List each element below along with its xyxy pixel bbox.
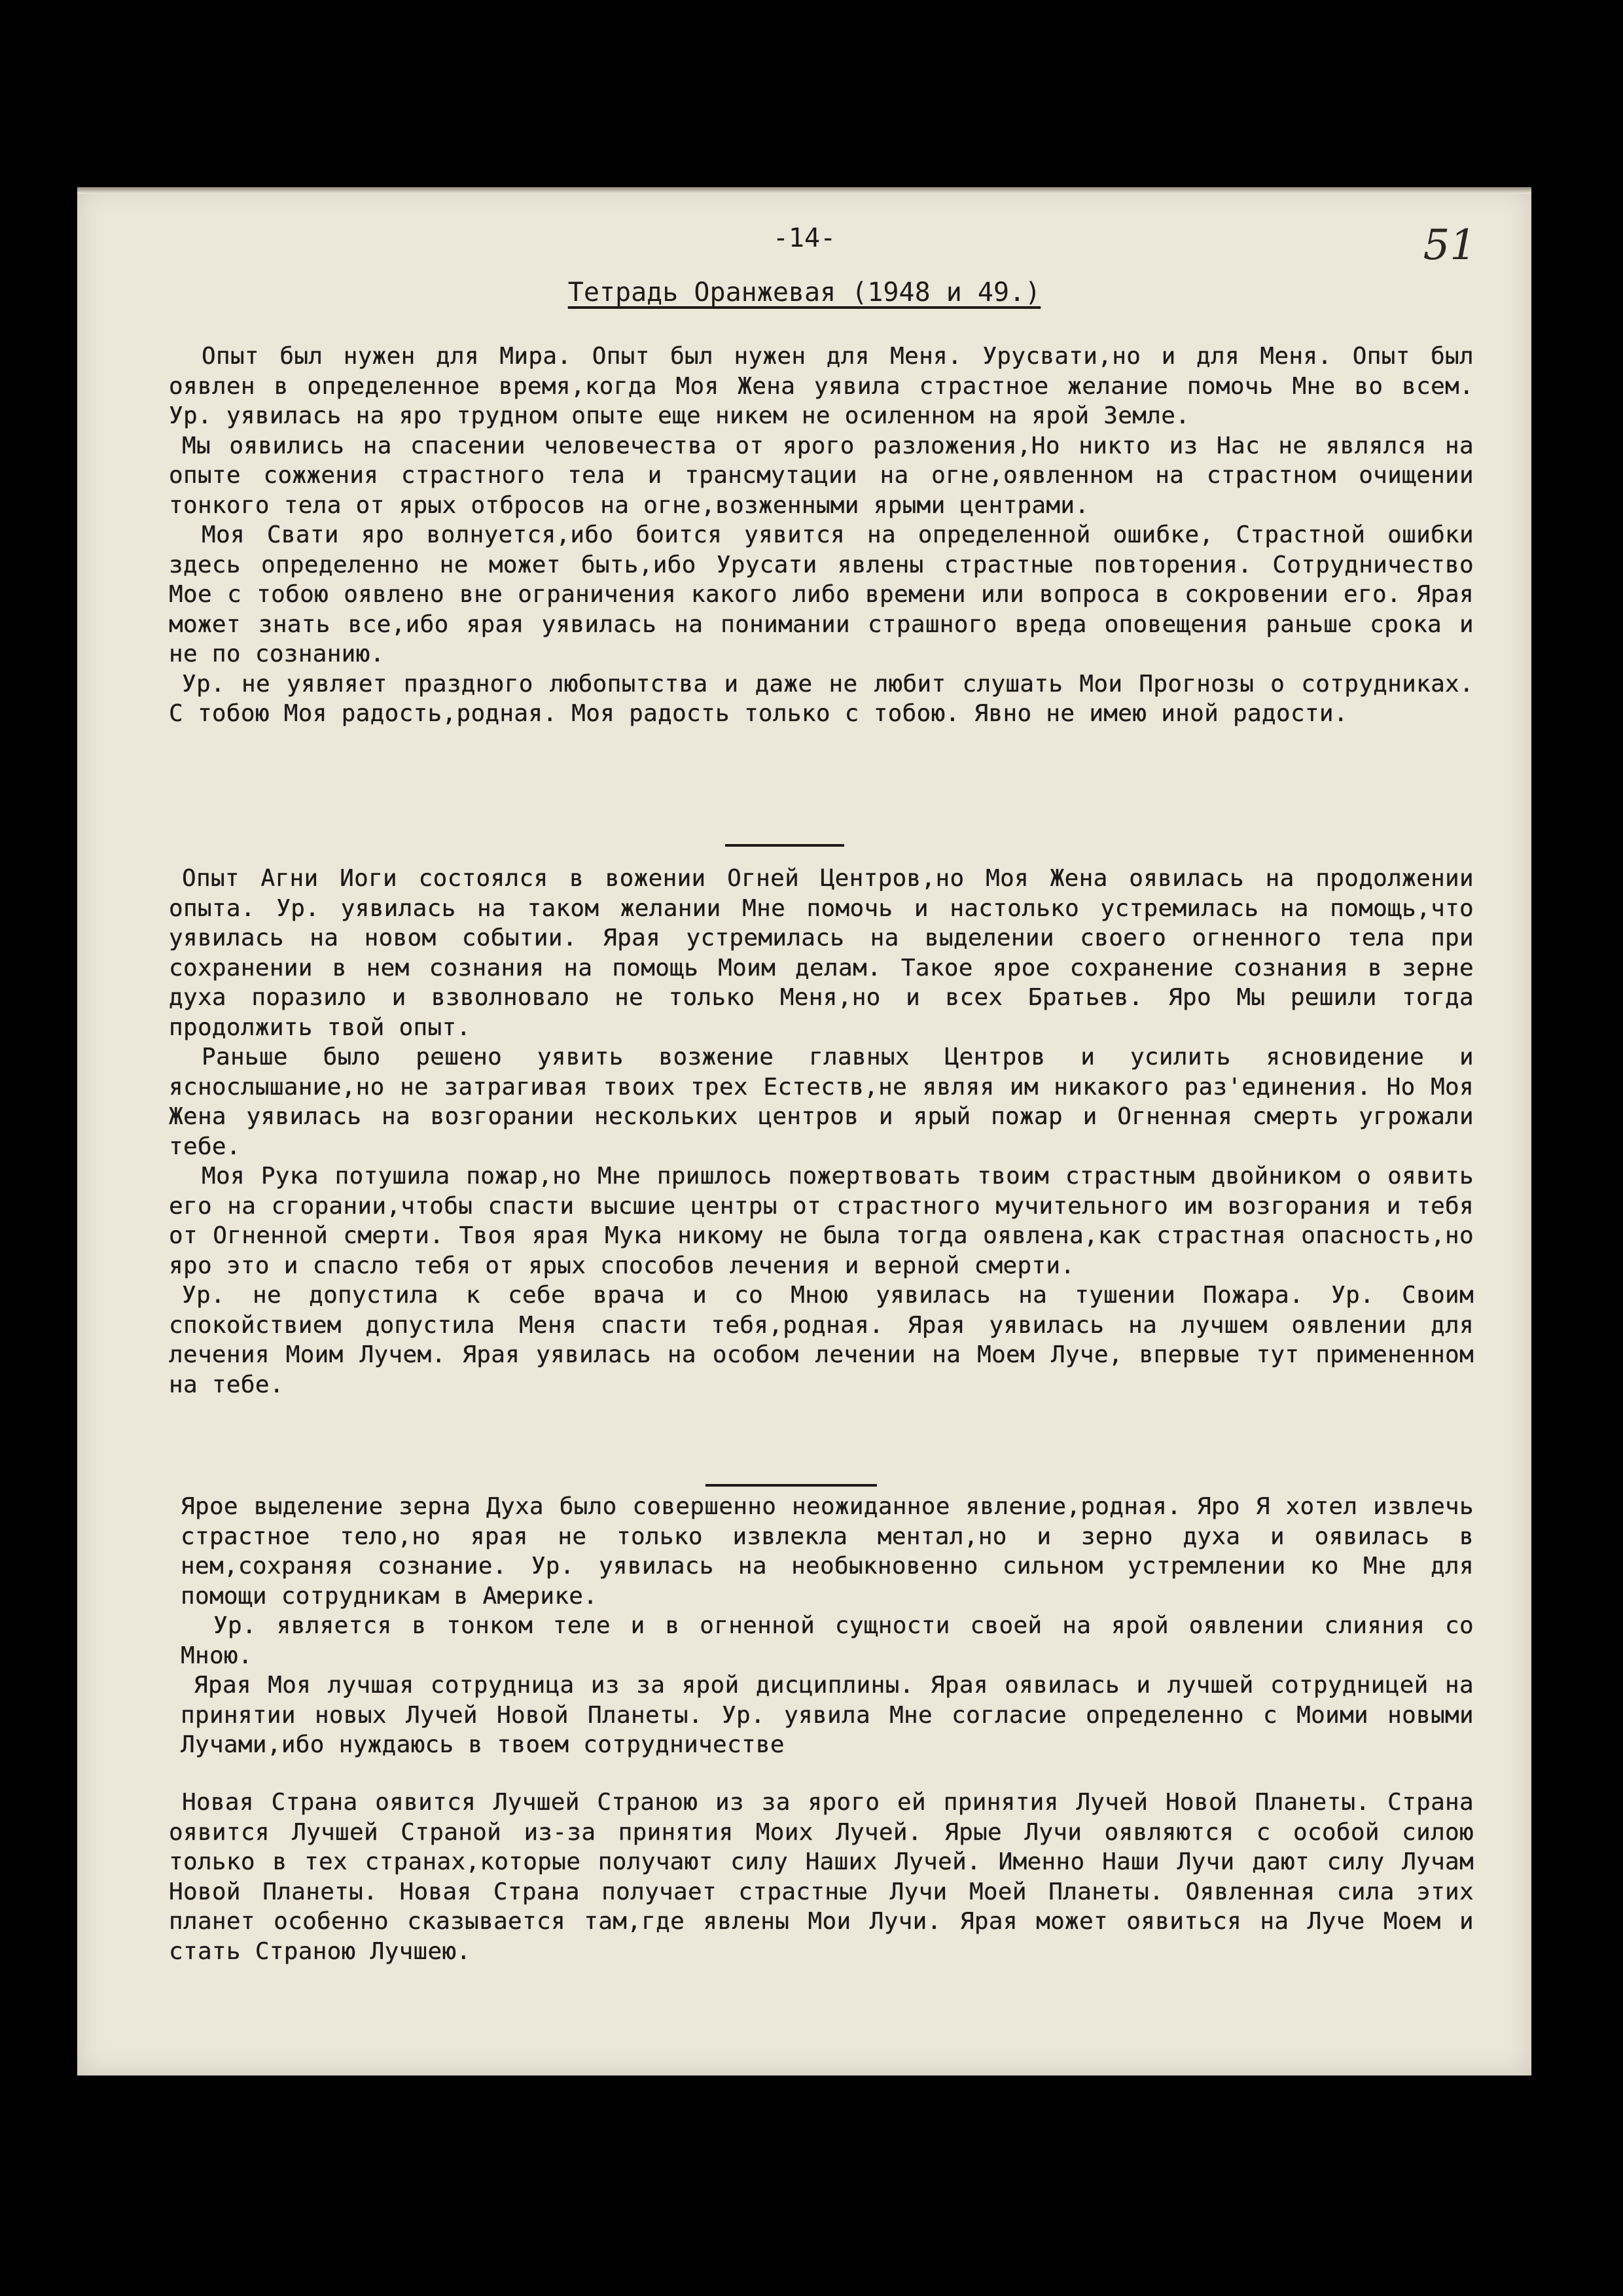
paragraph: Ярое выделение зерна Духа было совершенно неожиданное явление,родная. Яро Я хотел извлечь страстное тело,но ярая не только извлекла ментал,но и зерно духа и оявилась в нем,сохраняя сознание. Ур. уявилась на необыкновенно сильном устремлении ко Мне для помощи сотрудникам в Америке.: [181, 1493, 1474, 1610]
section-3: [181, 1492, 1474, 1760]
paragraph: Мы оявились на спасении человечества от ярого разложения,Но никто из Нас не являлся на опыте сожжения страстного тела и трансмутации на огне,оявленном на страстном очищении тонкого тела от ярых отбросов на огне,возженными ярыми центрами.: [169, 432, 1474, 519]
paragraph: Ярая Моя лучшая сотрудница из за ярой дисциплины. Ярая оявилась и лучшей сотрудницей на принятии новых Лучей Новой Планеты. Ур. уявила Мне согласие определенно с Моими новыми Лучами,ибо нуждаюсь в твоем сотрудничестве: [181, 1672, 1474, 1758]
page-number: -14-: [772, 223, 836, 253]
notebook-title-text: Тетрадь Оранжевая (1948 и 49.): [567, 277, 1041, 308]
paragraph: Моя Свати яро волнуется,ибо боится уявится на определенной ошибке, Страстной ошибки здесь определенно не может быть,ибо Урусати явлены страстные повторения. Сотрудничество Мое с тобою оявлено вне ограничения какого либо времени или вопроса в сокровении его. Ярая может знать все,ибо ярая уявилась на понимании страшного вреда оповещения раньше срока и не по сознанию.: [169, 521, 1474, 667]
paragraph: Новая Страна оявится Лучшей Страною из за ярого ей принятия Лучей Новой Планеты. Страна оявится Лучшей Страной из-за принятия Моих Лучей. Ярые Лучи оявляются с особой силою только в тех странах,которые получают силу Наших Лучей. Именно Наши Лучи дают силу Лучам Новой Планеты. Новая Страна получает страстные Лучи Моей Планеты. Оявленная сила этих планет особенно сказывается там,где явлены Мои Лучи. Ярая может оявиться на Луче Моем и стать Страною Лучшею.: [169, 1789, 1474, 1965]
paragraph: Опыт был нужен для Мира. Опыт был нужен для Меня. Урусвати,но и для Меня. Опыт был оявлен в определенное время,когда Моя Жена уявила страстное желание помочь Мне во всем. Ур. уявилась на яро трудном опыте еще никем не осиленном на ярой Земле.: [169, 343, 1474, 429]
section-divider: [725, 844, 844, 847]
section-1: [169, 342, 1474, 729]
page-edge-shadow: [77, 187, 1531, 194]
paragraph: Ур. не уявляет праздного любопытства и даже не любит слушать Мои Прогнозы о сотрудниках. С тобою Моя радость,родная. Моя радость только с тобою. Явно не имею иной радости.: [169, 670, 1474, 727]
notebook-title: [77, 277, 1531, 308]
paragraph: Раньше было решено уявить возжение главных Центров и усилить ясновидение и яснослышание,но не затрагивая твоих трех Естеств,не являя им никакого раз'единения. Но Моя Жена уявилась на возгорании нескольких центров и ярый пожар и Огненная смерть угрожали тебе.: [169, 1044, 1474, 1160]
section-2: [169, 864, 1474, 1400]
section-4: [169, 1788, 1474, 1966]
archive-folio-number: 51: [1423, 221, 1476, 270]
paragraph: Ур. не допустила к себе врача и со Мною уявилась на тушении Пожара. Ур. Своим спокойствием допустила Меня спасти тебя,родная. Ярая уявилась на лучшем оявлении для лечения Моим Лучем. Ярая уявилась на особом лечении на Моем Луче, впервые тут примененном на тебе.: [169, 1282, 1474, 1398]
paragraph: Моя Рука потушила пожар,но Мне пришлось пожертвовать твоим страстным двойником о оявить его на сгорании,чтобы спасти высшие центры от страстного мучительного им возгорания и тебя от Огненной смерти. Твоя ярая Мука никому не была тогда оявлена,как страстная опасность,но яро это и спасло тебя от ярых способов лечения и верной смерти.: [169, 1163, 1474, 1279]
typewritten-page: [77, 187, 1531, 2075]
section-divider: [705, 1484, 877, 1487]
paragraph: Ур. является в тонком теле и в огненной сущности своей на ярой оявлении слияния со Мною.: [181, 1612, 1474, 1669]
paragraph: Опыт Агни Иоги состоялся в вожении Огней Центров,но Моя Жена оявилась на продолжении опыта. Ур. уявилась на таком желании Мне помочь и настолько устремилась на помощь,что уявилась на новом событии. Ярая устремилась на выделении своего огненного тела при сохранении в нем сознания на помощь Моим делам. Такое ярое сохранение сознания в зерне духа поразило и взволновало не только Меня,но и всех Братьев. Яро Мы решили тогда продолжить твой опыт.: [169, 865, 1474, 1041]
